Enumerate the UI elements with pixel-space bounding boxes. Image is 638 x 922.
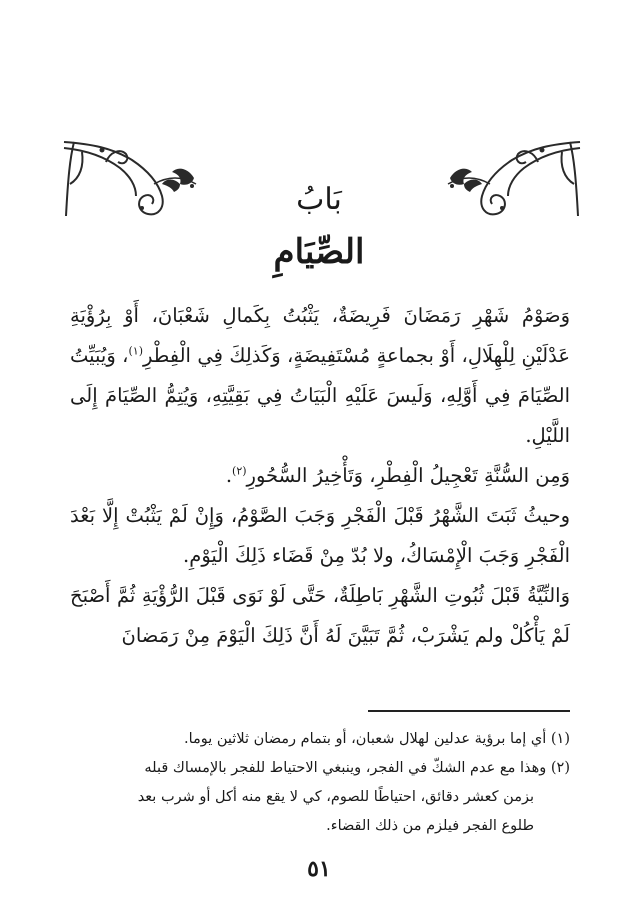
footnote-ref[interactable]: (١) [128,344,143,358]
paragraph: وَمِن السُّنَّةِ تَعْجِيلُ الْفِطْرِ، وَتَأْخِيرُ السُّحُورِ$^{(٢)}$. [225,464,570,487]
page-number: ٥١ [307,856,331,882]
chapter-heading [0,182,638,274]
footnote-number: (١) [550,731,570,747]
footnote-continuation: طلوع الفجر فيلزم من ذلك القضاء. [326,818,534,834]
paragraph: وحيثُ ثَبَتَ الشَّهْرُ قَبْلَ الْفَجْرِ وَجَبَ الصَّوْمُ، وَإِنْ لَمْ يَثْبُتْ إِلَّا بَعْدَ الْفَجْرِ وَجَبَ الْإِمْسَاكُ، ولا بُدّ مِنْ قَضَاء ذَلِكَ الْيَوْمِ. [70,504,570,567]
paragraph: وَالنِّيَّةُ قَبْلَ ثُبُوتِ الشَّهْرِ بَاطِلَةٌ، حَتَّى لَوْ نَوَى قَبْلَ الرُّؤْيَةِ ثُمَّ أَصْبَحَ لَمْ يَأْكُلْ ولم يَشْرَبْ، ثُمَّ تَبَيَّنَ لَهُ أَنَّ ذَلِكَ الْيَوْمَ مِنْ رَمَضانَ [70,584,570,647]
paragraph: وَصَوْمُ شَهْرِ رَمَضَانَ فَرِيضَةٌ، يَثْبُتُ بِكَمالِ شَعْبَانَ، أَوْ بِرُؤْيَةِ عَدْلَيْنِ لِلْهِلَالِ، أَوْ بجماعةٍ مُسْتَفِيضَةٍ، وَكَذلِكَ فِي الْفِطْرِ$^{(١)}$، وَيُبَيِّتُ الصِّيَامَ فِي أَوَّلِهِ، وَلَيسَ عَلَيْهِ الْبَيَاتُ فِي بَقِيَّتِهِ، وَيُتِمُّ الصِّيَامَ إِلَى اللَّيْلِ. [70,304,570,447]
chapter-title: الصِّيَامِ [273,232,365,272]
footnote-text: أي إما برؤية عدلين لهلال شعبان، أو بتمام رمضان ثلاثين يوما. [183,731,547,747]
footnote-ref[interactable]: (٢) [232,464,247,478]
footnotes [70,725,570,841]
footnote-item [70,754,570,783]
chapter-label: بَابُ [296,182,342,217]
footnote-continuation: بزمن كعشر دقائق، احتياطًا للصوم، كي لا يقع منه أكل أو شرب بعد [137,789,534,805]
footnote-number: (٢) [550,760,570,776]
footnote-divider [368,710,570,712]
footnote-item [70,725,570,754]
main-text [70,296,570,656]
footnote-text: وهذا مع عدم الشكّ في الفجر، وينبغي الاحتياط للفجر بالإمساك قبله [144,760,547,776]
